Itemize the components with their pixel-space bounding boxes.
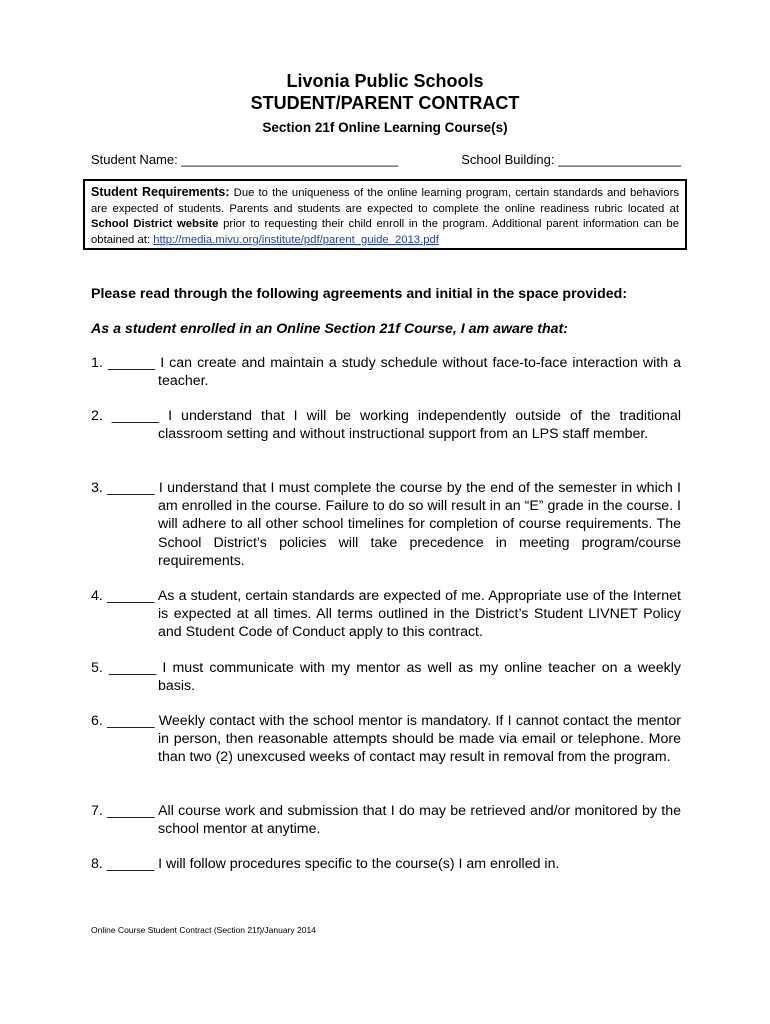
requirements-box [83, 179, 687, 250]
instructions-heading: Please read through the following agreements and initial in the space provided: [91, 286, 628, 302]
aware-heading: As a student enrolled in an Online Section 21f Course, I am aware that: [91, 321, 568, 337]
requirements-text-1: Due to the uniqueness of the online learning program, certain standards and behaviors are expected of students. Parents and students are expected to complete the online readiness rubric located at [91, 187, 679, 215]
agreement-item-8 [91, 855, 681, 875]
agreement-num[interactable]: 4. ______ [91, 588, 158, 604]
agreement-text: Weekly contact with the school mentor is mandatory. If I cannot contact the mentor in person, then reasonable attempts should be made via email or telephone. More than two (2) unexcused weeks of contact may result in removal from the program. [158, 713, 681, 766]
page-footer: Online Course Student Contract (Section 21f)/January 2014 [91, 925, 316, 935]
student-name-field[interactable]: Student Name: ______________________________ [91, 152, 399, 167]
parent-guide-link[interactable]: http://media.mivu.org/institute/pdf/parent_guide_2013.pdf [153, 233, 439, 246]
contract-title: STUDENT/PARENT CONTRACT [250, 93, 520, 113]
student-fields [91, 151, 681, 169]
agreement-num[interactable]: 7. ______ [91, 803, 159, 819]
agreement-num[interactable]: 3. ______ [91, 480, 159, 496]
agreement-text: I understand that I will be working independently outside of the traditional classroom setting and without instructional support from an LPS staff member. [158, 408, 681, 443]
school-building-field[interactable]: School Building: _________________ [461, 152, 681, 167]
agreement-item-4 [91, 587, 681, 642]
requirements-text-2: prior to requesting their child enroll in the program. Additional parent information can be obtained at: [91, 218, 679, 246]
agreement-text: As a student, certain standards are expected of me. Appropriate use of the Internet is expected at all times. All terms outlined in the District’s Student LIVNET Policy and Student Code of Conduct apply to this contract. [157, 588, 681, 641]
agreement-num[interactable]: 5. ______ [91, 660, 163, 676]
agreement-num[interactable]: 6. ______ [91, 713, 159, 729]
agreement-text: I must communicate with my mentor as well as my online teacher on a weekly basis. [158, 660, 681, 695]
agreement-item-6 [91, 712, 681, 785]
agreement-num[interactable]: 1. ______ [91, 355, 161, 371]
agreement-text: All course work and submission that I do may be retrieved and/or monitored by the school mentor at anytime. [158, 803, 681, 838]
agreement-num[interactable]: 2. ______ [91, 408, 169, 424]
district-website-text: School District website [91, 218, 219, 230]
agreement-item-7 [91, 802, 681, 838]
document-header [0, 70, 770, 137]
agreement-item-1 [91, 354, 681, 390]
agreement-text: I can create and maintain a study schedule without face-to-face interaction with a teacher. [158, 355, 681, 390]
agreement-list [91, 354, 681, 875]
agreement-text: I will follow procedures specific to the course(s) I am enrolled in. [158, 856, 560, 872]
school-title: Livonia Public Schools [286, 71, 484, 91]
agreement-num[interactable]: 8. ______ [91, 856, 159, 872]
agreement-text: I understand that I must complete the course by the end of the semester in which I am enrolled in the course. Failure to do so will result in an “E” grade in the course. I will adhere to all other school timelines for completion of course requirements. The School District’s policies will take precedence in meeting program/course requirements. [158, 480, 681, 569]
agreement-item-2 [91, 407, 681, 462]
agreement-item-5 [91, 659, 681, 695]
agreement-item-3 [91, 479, 681, 570]
requirements-lead: Student Requirements: [91, 185, 230, 199]
section-title: Section 21f Online Learning Course(s) [262, 120, 508, 135]
